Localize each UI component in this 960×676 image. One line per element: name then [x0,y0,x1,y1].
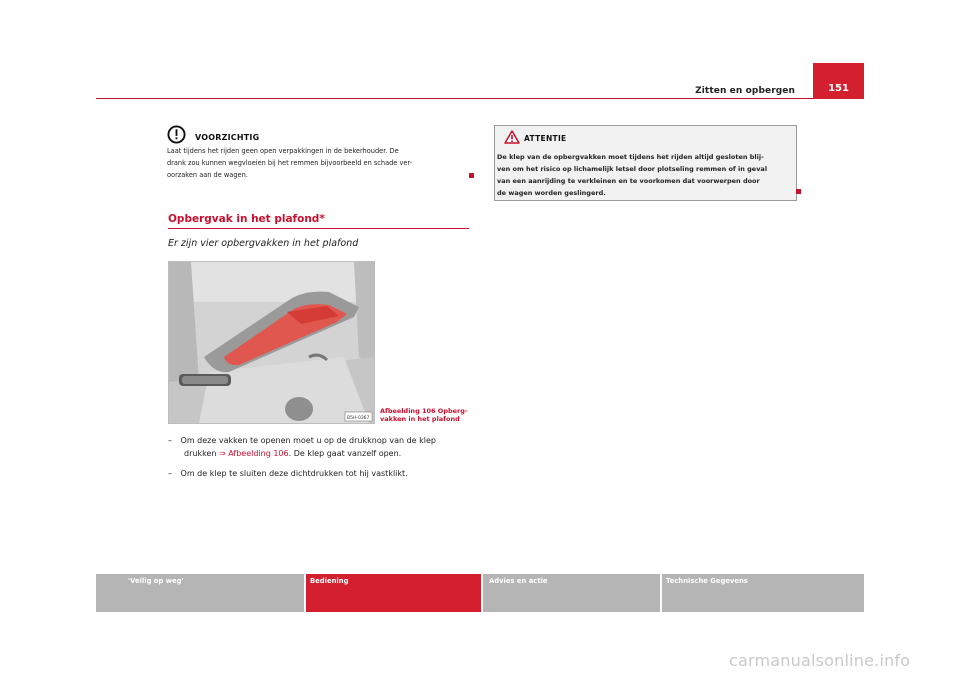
tab-veilig-op-weg-label: 'Veilig op weg' [128,577,184,585]
caution-text-line: Laat tijdens het rijden geen open verpakkingen in de bekerhouder. De [167,147,399,155]
step-2 [168,469,408,478]
section-heading: Opbergvak in het plafond* [168,213,325,225]
caution-title: VOORZICHTIG [195,133,260,142]
ceiling-illustration [169,262,374,423]
attention-title: ATTENTIE [524,134,567,143]
step-1 [168,436,436,445]
step-2-text: Om de klep te sluiten deze dichtdrukken tot hij vastklikt. [180,469,408,478]
tab-advies-en-actie-label: Advies en actie [489,577,548,585]
attention-text-line: De klep van de opbergvakken moet tijdens het rijden altijd gesloten blij- [497,153,764,161]
page-header-title: Zitten en opbergen [695,86,795,96]
figure-caption-line: Afbeelding 106 Opberg- [380,407,468,415]
header-rule [96,98,864,99]
section-end-marker [469,173,474,178]
step-dash: – [168,469,172,478]
figure-caption-line: vakken in het plafond [380,415,460,423]
tab-bediening-label: Bediening [310,577,349,585]
watermark: carmanualsonline.info [729,651,911,670]
section-subheading: Er zijn vier opbergvakken in het plafond [168,238,359,249]
figure-code: B5H-0367 [347,416,370,421]
figure-reference-link[interactable]: ⇒ Afbeelding 106 [218,449,289,458]
section-heading-rule [168,228,469,229]
step-1-continuation [184,449,401,458]
exclamation-circle-icon [167,125,186,144]
step-1-text-pre: drukken [184,449,219,458]
tab-technische-gegevens-label: Technische Gegevens [666,577,748,585]
warning-triangle-icon [504,130,520,144]
section-end-marker [796,189,801,194]
step-1-text: Om deze vakken te openen moet u op de drukknop van de klep [180,436,436,445]
attention-text-line: de wagen worden geslingerd. [497,189,606,197]
step-dash: – [168,436,172,445]
attention-text-line: ven om het risico op lichamelijk letsel door plotseling remmen of in geval [497,165,768,173]
caution-text-line: drank zou kunnen wegvloeien bij het remmen bijvoorbeeld en schade ver- [167,159,413,167]
attention-text-line: van een aanrijding te verkleinen en te voorkomen dat voorwerpen door [497,177,760,185]
step-1-text-post: . De klep gaat vanzelf open. [288,449,402,458]
figure-ceiling-storage [168,261,375,424]
page-number: 151 [828,83,849,94]
caution-text-line: oorzaken aan de wagen. [167,171,248,179]
